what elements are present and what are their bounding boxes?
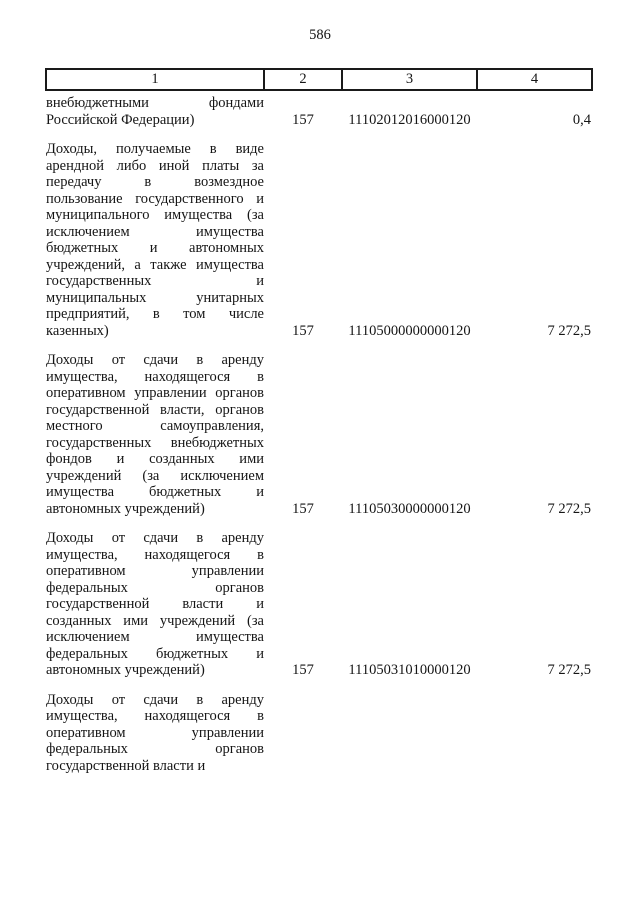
budget-classification-code: 11105000000000120 <box>348 322 471 339</box>
budget-classification-code: 11105031010000120 <box>348 662 471 678</box>
administrator-code: 157 <box>292 662 314 678</box>
revenue-description: внебюджетными фондами Российской Федерации) <box>46 95 264 128</box>
table-row <box>46 90 592 128</box>
budget-classification-code <box>342 679 477 775</box>
administrator-code: 157 <box>292 500 314 517</box>
amount-value: 7 272,5 <box>547 322 591 339</box>
table-row <box>46 517 592 679</box>
revenue-description: Доходы от сдачи в аренду имущества, находящегося в оперативном управлении федеральных органов государственной власти и созданных ими учреждений (за исключением имущества федеральных бюджетных и автономных учреждений) <box>46 530 264 678</box>
table-row <box>46 339 592 517</box>
revenue-description: Доходы от сдачи в аренду имущества, находящегося в оперативном управлении федеральных органов государственной власти и <box>46 691 264 774</box>
amount-value: 7 272,5 <box>547 500 591 517</box>
table-body <box>46 90 592 774</box>
amount-value: 7 272,5 <box>547 662 591 678</box>
revenue-description: Доходы, получаемые в виде арендной либо иной платы за передачу в возмездное пользование государственного и муниципального имущества (за исключением имущества бюджетных и автономных учреждений, а также имущества государственных и муниципальных унитарных предприятий, в том числе казенных) <box>46 141 264 339</box>
amount-value: 0,4 <box>572 111 591 128</box>
column-header-1: 1 <box>46 69 264 90</box>
budget-revenue-table <box>45 68 593 774</box>
budget-classification-code: 11105030000000120 <box>348 500 471 517</box>
amount-value <box>477 679 592 775</box>
column-header-4: 4 <box>477 69 592 90</box>
administrator-code: 157 <box>292 322 314 339</box>
administrator-code: 157 <box>292 111 314 128</box>
column-header-2: 2 <box>264 69 342 90</box>
table-row <box>46 679 592 775</box>
administrator-code <box>264 679 342 775</box>
column-header-3: 3 <box>342 69 477 90</box>
budget-classification-code: 11102012016000120 <box>348 111 471 128</box>
page-number: 586 <box>309 27 331 43</box>
table-header <box>46 69 592 90</box>
header-row <box>46 69 592 90</box>
table-row <box>46 128 592 339</box>
revenue-description: Доходы от сдачи в аренду имущества, находящегося в оперативном управлении органов государственной власти, органов местного самоуправления, государственных внебюджетных фондов и созданных ими учреждений (за исключением имущества бюджетных и автономных учреждений) <box>46 352 264 517</box>
